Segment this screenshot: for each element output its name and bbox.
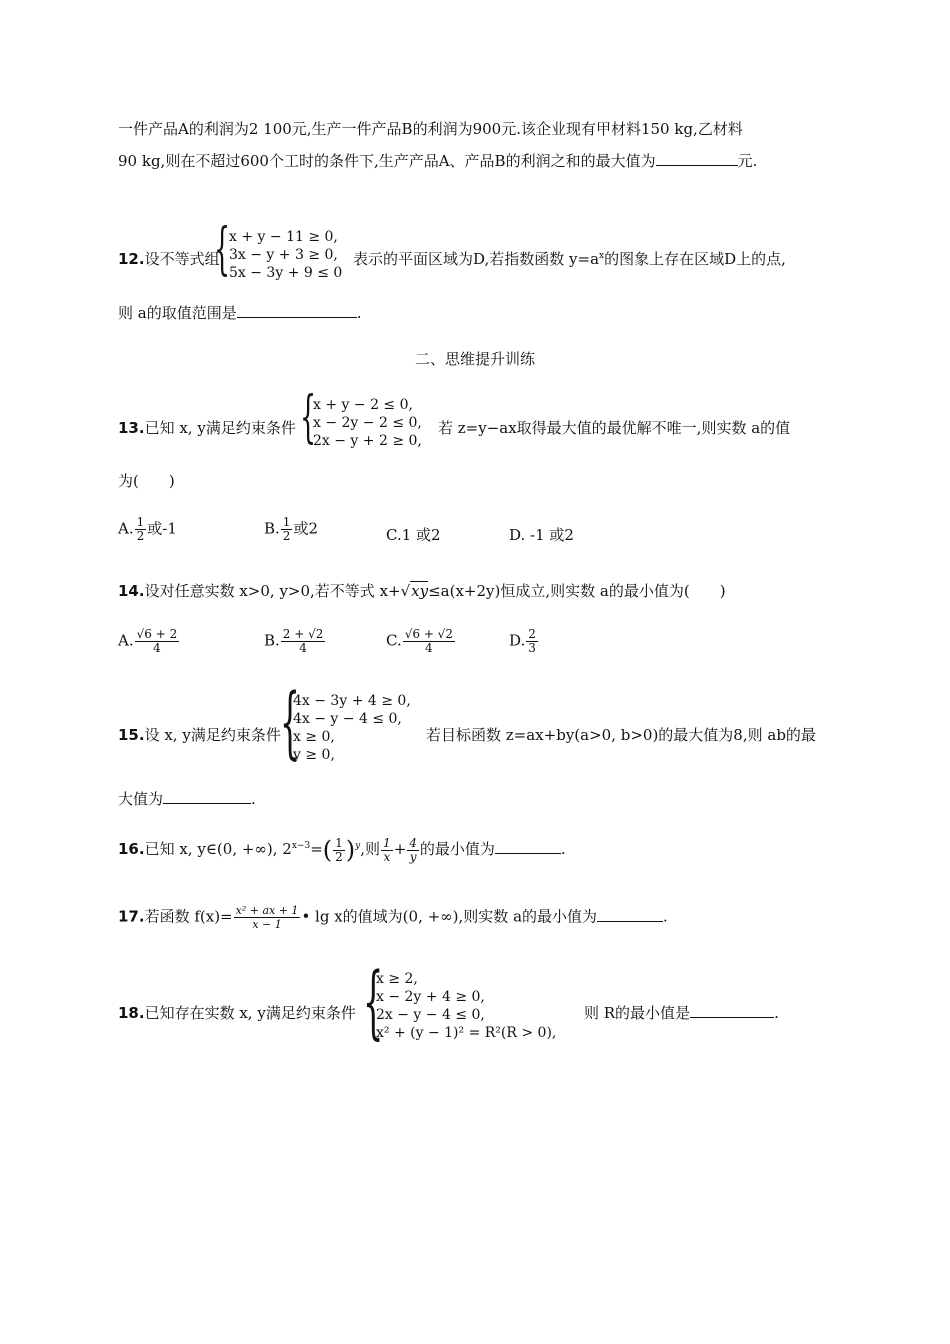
p12-line1-tail: 表示的平面区域为D,若指数函数 $y=a^x$的图象上存在区域D上的点, — [353, 250, 786, 268]
p17-line: 17.若函数 f(x)= $\frac{\text{x² + ax + 1}}{x - 1}$ • lg x的值域为(0, +∞),则实数 a的最小值为 . — [118, 904, 668, 931]
answer-blank[interactable] — [656, 151, 738, 166]
answer-blank[interactable] — [597, 907, 663, 922]
answer-blank[interactable] — [495, 839, 561, 854]
p12-line2: 则 a的取值范围是 . — [118, 304, 362, 322]
p13-brace: { — [300, 385, 317, 450]
p15-system: 4x − 3y + 4 ≥ 0, 4x − y − 4 ≤ 0, x ≥ 0, y ≥ 0, — [293, 693, 411, 763]
p18-line1: 18.已知存在实数 x, y满足约束条件 — [118, 1004, 356, 1022]
p14-option-b[interactable]: B. $\frac{2 + √2}{4}$ — [264, 627, 324, 655]
p13-option-c[interactable]: C.1 或2 — [386, 526, 441, 544]
p13-line2: 为( ) — [118, 472, 175, 490]
p14-line1: 14.设对任意实数 x>0, y>0,若不等式 x+√xy≤a(x+2y)恒成立,则实数 a的最小值为( ) — [118, 582, 726, 600]
p15-line1: 15.设 x, y满足约束条件 — [118, 726, 281, 744]
p15-line2: 大值为 . — [118, 790, 256, 808]
p18-brace: { — [363, 955, 384, 1048]
p11-line2: 90 kg,则在不超过600个工时的条件下,生产产品A、产品B的利润之和的最大值为 元. — [118, 152, 758, 170]
p14-option-a[interactable]: A. $\frac{√6 + 2}{4}$ — [118, 627, 178, 655]
p11-line1: 一件产品A的利润为2 100元,生产一件产品B的利润为900元.该企业现有甲材料150 kg,乙材料 — [118, 120, 743, 138]
p14-option-d[interactable]: D. $\frac{2}{3}$ — [509, 627, 536, 655]
p13-line1-tail: 若 z=y−ax取得最大值的最优解不唯一,则实数 a的值 — [438, 419, 791, 437]
section-title: 二、思维提升训练 — [414, 350, 535, 368]
p13-system: x + y − 2 ≤ 0, x − 2y − 2 ≤ 0, 2x − y + 2 ≥ 0, — [313, 397, 422, 449]
p12-brace: { — [214, 217, 231, 282]
p13-option-a[interactable]: A. $\frac{1}{2}$ 或-1 — [118, 515, 177, 543]
p15-brace: { — [280, 678, 300, 768]
p18-system: x ≥ 2, x − 2y + 4 ≥ 0, 2x − y − 4 ≤ 0, x² + (y − 1)² = R²(R > 0), — [376, 971, 557, 1041]
p14-option-c[interactable]: C. $\frac{√6 + √2}{4}$ — [386, 627, 453, 655]
answer-blank[interactable] — [690, 1003, 774, 1018]
p13-option-d[interactable]: D. -1 或2 — [509, 526, 574, 544]
p13-line1: 13.已知 x, y满足约束条件 — [118, 419, 296, 437]
answer-blank[interactable] — [237, 303, 357, 318]
p12-system: x + y − 11 ≥ 0, 3x − y + 3 ≥ 0, 5x − 3y + 9 ≤ 0 — [229, 229, 343, 281]
answer-blank[interactable] — [163, 789, 251, 804]
p15-line1-tail: 若目标函数 z=ax+by(a>0, b>0)的最大值为8,则 ab的最 — [426, 726, 816, 744]
p13-option-b[interactable]: B. $\frac{1}{2}$ 或2 — [264, 515, 318, 543]
p18-line1-tail: 则 R的最小值是 . — [584, 1004, 779, 1022]
p16-line: 16.已知 x, y∈(0, +∞), $2^{x-3}=$( $\frac{1}{2}$ )$^y$,则 $\frac{1}{x}$ + $\frac{4}{y}$ 的最小值为 . — [118, 835, 566, 864]
p12-line1: 12.设不等式组 — [118, 250, 220, 268]
